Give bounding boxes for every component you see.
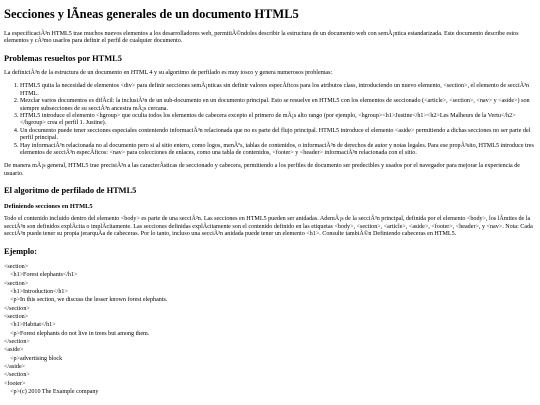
section-heading-problems: Problemas resueltos por HTML5 — [4, 53, 122, 63]
page-title: Secciones y lÃneas generales de un documento HTML5 — [4, 7, 299, 21]
subsection-heading-defining: Definiendo secciones en HTML5 — [4, 202, 93, 210]
defining-sections-paragraph: Todo el contenido incluido dentro del elemento <body> es parte de una secciÃ³n. Las secciones en HTML5 pueden ser anidadas. AdemÃ¡s de la secciÃ³n principal, definida por el elemento <body>, los lÃmites de la secciÃ³n son definidos explÃcita o implÃcitamente. Las secciones definidas explÃcitamente son el contenido definido en las etiquetas <body>, <section>, <article>, <aside>, <footer>, <header>, y <nav>. Nota: Cada secciÃ³n puede tener su propia jerarquÃa de cabeceras. Por lo tanto, incluso una secciÃ³n anidada puede tener un elemento <h1>. Consulte tambiÃ©n Definiendo cabeceras en HTML5. — [4, 216, 533, 238]
list-item: 2. Mezclar varios documentos es difÃcil: la inclusiÃ³n de un sub-documento en un documento principal. Esto se resuelve en HTML5 con los elementos de seccionado (<article>, <section>, <nav> y <aside>) son siempre subsecciones de su secciÃ³n ancestra mÃ¡s cercana. — [20, 98, 536, 113]
list-item: 1. HTML5 quita la necesidad de elementos <div> para definir secciones semÃ¡nticas sin definir valores especÃficos para los atributos class, introduciendo un nuevo elemento, <section>, el elemento de secciÃ³n HTML. — [20, 83, 536, 98]
list-item: 5. Hay informaciÃ³n relacionada no al documento pero si al sitio entero, como logos, menÃºs, tablas de contenidos, o informaciÃ³n de derechos de autor y notas legales. Para ese propÃ³sito, HTML5 introduce tres elementos de secciÃ³n especÃficos: <nav> para colecciones de enlaces, como una tabla de contenidos, <footer> y <header> informaciÃ³n relacionada con el sitio. — [20, 143, 536, 158]
problems-outro-paragraph: De manera mÃ¡s general, HTML5 trae precisiÃ³n a las caracterÃsticas de seccionado y cabecera, permitiendo a los perfiles de documento ser predecibles y usados por el navegador para mejorar la experiencia de usuario. — [4, 163, 521, 177]
list-item: 3. HTML5 introduce el elemento <hgroup> que oculta todos los elementos de cabecera excepto el primero de mÃ¡s alto rango (por ejemplo, <hgroup><h1>Justine</h1><h2>Les Malheurs de la Vertu</h2></hgroup> crea el perfil 1. Justine). — [20, 113, 536, 128]
section-heading-algorithm: El algoritmo de perfilado de HTML5 — [4, 186, 137, 196]
example-heading: Ejemplo: — [4, 246, 38, 256]
problems-list — [4, 83, 536, 157]
list-item: 4. Un documento puede tener secciones especiales conteniendo informaciÃ³n relacionada que no es parte del flujo principal. HTML5 introduce el elemento <aside> permitiendo a dichas secciones no ser parte del perfil principal. — [20, 128, 536, 143]
problems-lead-paragraph: La definiciÃ³n de la estructura de un documento en HTML 4 y su algoritmo de perfilado es muy tosco y genera numerosos problemas: — [4, 69, 333, 76]
intro-paragraph: La especificaciÃ³n HTML5 trae muchos nuevos elementos a los desarrolladores web, permitiÃ©ndoles describir la estructura de un documento web con semÃ¡ntica estandarizada. Este documento describe estos elementos y cÃ³mo usarlos para definir el perfil de cualquier documento. — [4, 30, 519, 45]
code-example: <section> <h1>Forest elephants</h1> <section> <h1>Introduction</h1> <p>In this section, we discuss the lesser known forest elephants. </section> <section> <h1>Habitat</h1> <p>Forest elephants do not live in trees but among them. </section> <aside> <p>advertising block </aside> </section> <footer> <p>(c) 2010 The Example company — [4, 263, 168, 396]
